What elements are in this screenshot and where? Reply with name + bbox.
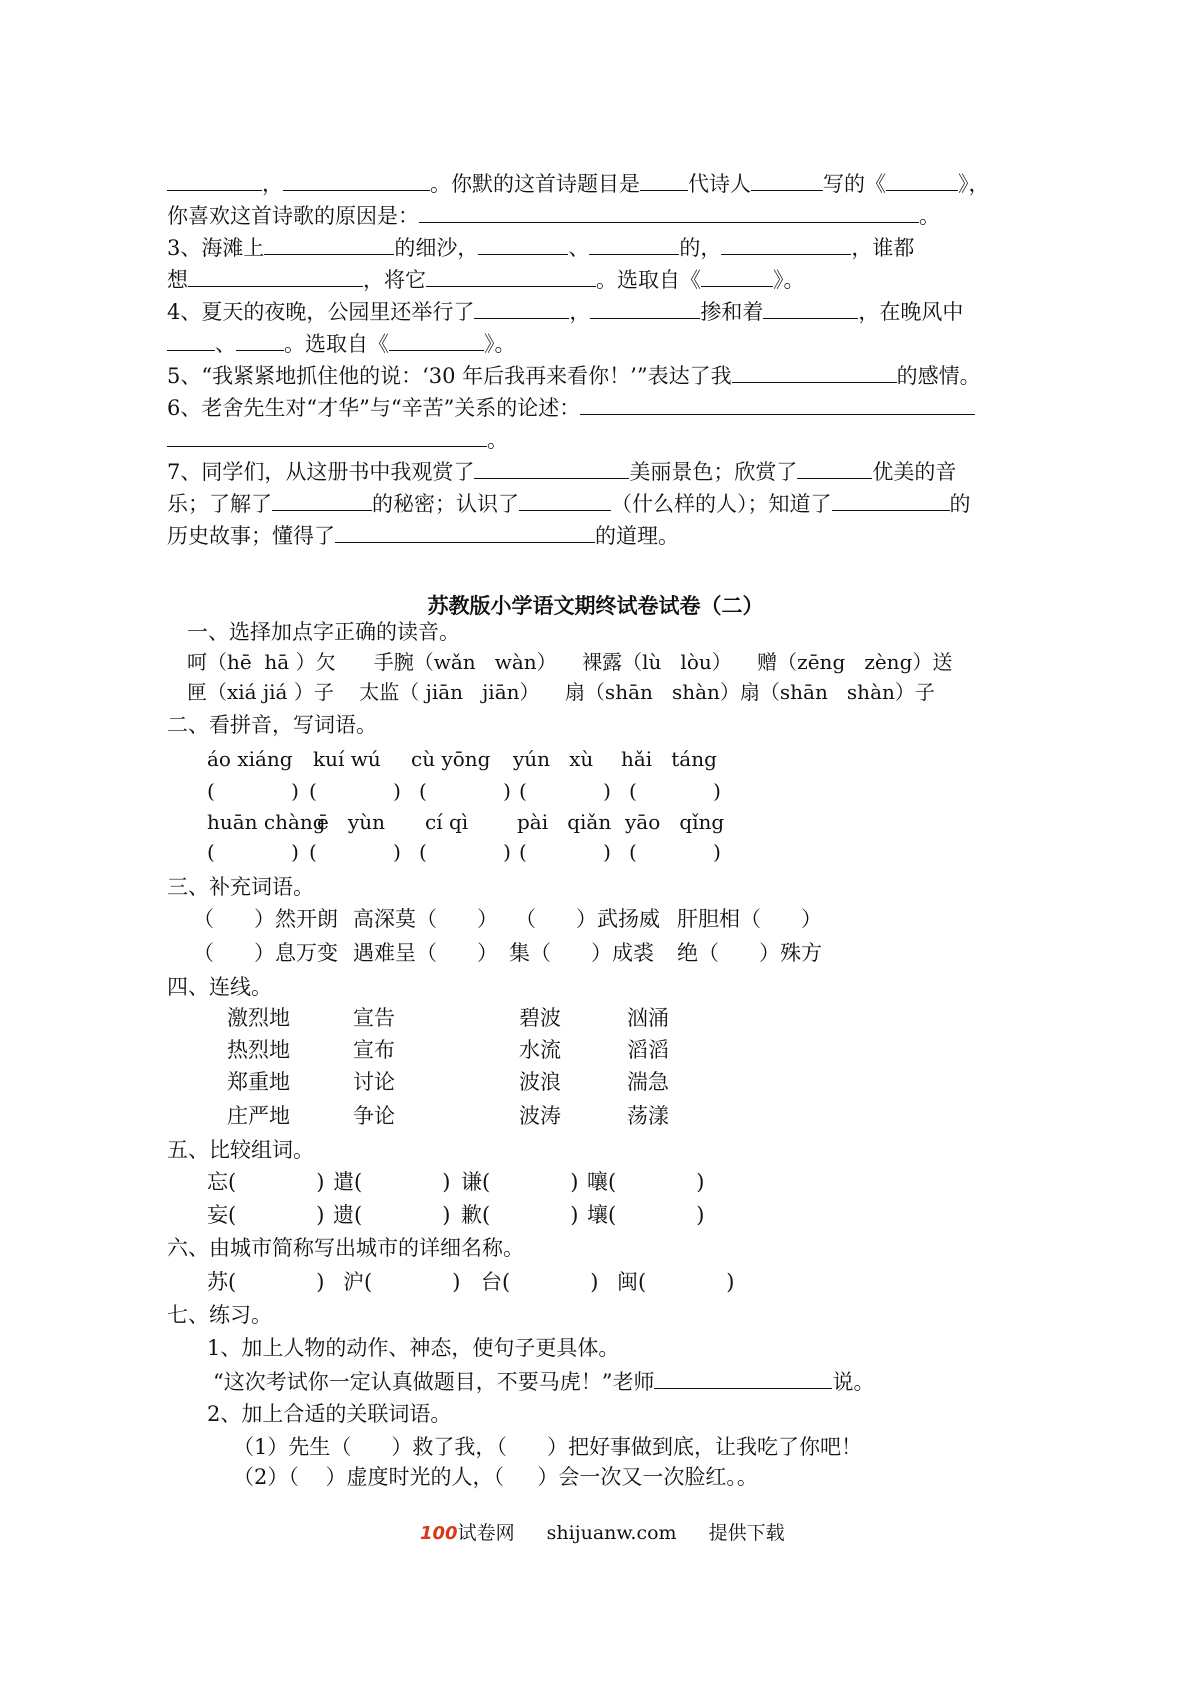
idiom-item: （ ）武扬威: [515, 907, 661, 931]
answer-paren: ( ): [207, 840, 299, 864]
line-2: [167, 201, 940, 231]
pinyin: yún xù: [513, 747, 594, 771]
blank: [419, 202, 919, 223]
match-item: 汹涌: [627, 1006, 669, 1030]
text: 》。: [484, 332, 516, 356]
exam-title: 苏教版小学语文期终试卷试卷（二）: [427, 594, 764, 618]
text: 优美的音: [872, 460, 957, 484]
exercise-2-item-1: （1）先生（ ）救了我，（ ）把好事做到底，让我吃了你吧！: [233, 1435, 862, 1459]
blank: [832, 490, 950, 511]
blank: [519, 490, 611, 511]
answer-paren: ( ): [207, 779, 299, 803]
idiom-item: 绝（ ）殊方: [677, 941, 823, 965]
section-7-heading: 七、练习。: [167, 1303, 272, 1327]
text: 。你默的这首诗题目是: [430, 172, 640, 196]
text: 代诗人: [688, 172, 751, 196]
answer-paren: ( ): [519, 779, 611, 803]
blank: [283, 170, 430, 191]
compare-item: 忘( ): [207, 1170, 325, 1194]
section-1-row-2: 匣（xiá jiá ）子 太监（ jiān jiān） 扇（shān shàn）扇（shān shàn）子: [187, 680, 935, 704]
text: ，将它: [363, 268, 426, 292]
compare-item: 歉( ): [461, 1203, 579, 1227]
idiom-item: 肝胆相（ ）: [677, 907, 823, 931]
text: 的细沙，: [394, 236, 479, 260]
match-item: 荡漾: [627, 1104, 669, 1128]
blank: [763, 298, 858, 319]
match-item: 波涛: [519, 1104, 561, 1128]
text: 7、同学们，从这册书中我观赏了: [167, 460, 475, 484]
section-6-heading: 六、由城市简称写出城市的详细名称。: [167, 1236, 524, 1260]
idiom-item: （ ）息万变: [193, 941, 339, 965]
line-5: [167, 297, 963, 327]
text: （什么样的人）；知道了: [611, 492, 832, 516]
text: 的: [949, 492, 971, 516]
city-item: 闽( ): [617, 1270, 735, 1294]
text: 。选取自《: [284, 332, 389, 356]
blank: [272, 490, 372, 511]
idiom-item: （ ）然开朗: [193, 907, 339, 931]
line-3: [167, 233, 914, 263]
text: ，在晚风中: [858, 300, 964, 324]
line-1: [167, 169, 990, 199]
text: ，: [262, 172, 283, 196]
line-8: [167, 393, 975, 423]
section-1-row-1: 呵（hē hā ）欠 手腕（wǎn wàn） 裸露（lù lòu） 赠（zēng zèng）送: [187, 650, 953, 674]
compare-item: 壤( ): [587, 1203, 705, 1227]
line-9: [167, 425, 508, 455]
text: 3、海滩上: [167, 236, 265, 260]
blank: [701, 266, 773, 287]
site-name: 试卷网: [457, 1522, 515, 1544]
blank: [797, 458, 872, 479]
match-item: 水流: [519, 1038, 561, 1062]
match-item: 激烈地: [227, 1006, 290, 1030]
text: 的感情。: [896, 364, 981, 388]
exercise-1-sentence: [213, 1367, 874, 1397]
exercise-2: 2、加上合适的关联词语。: [207, 1402, 452, 1426]
compare-item: 遣( ): [333, 1170, 451, 1194]
pinyin: pài qiǎn: [517, 810, 612, 834]
text: “这次考试你一定认真做题目，不要马虎！”老师: [213, 1370, 655, 1394]
idiom-item: 高深莫（ ）: [353, 907, 499, 931]
section-1-heading: 一、选择加点字正确的读音。: [187, 620, 460, 644]
match-item: 波浪: [519, 1070, 561, 1094]
text: 、: [215, 332, 236, 356]
city-item: 沪( ): [343, 1270, 461, 1294]
blank: [335, 522, 595, 543]
exercise-2-item-2: （2）（ ）虚度时光的人，（ ）会一次又一次脸红。。: [233, 1465, 758, 1489]
text: 你喜欢这首诗歌的原因是：: [167, 204, 419, 228]
section-5-heading: 五、比较组词。: [167, 1138, 314, 1162]
blank: [167, 426, 487, 447]
text: 、: [568, 236, 590, 260]
text: 》。: [773, 268, 805, 292]
blank: [721, 234, 851, 255]
answer-paren: ( ): [309, 779, 401, 803]
pinyin: ē yùn: [317, 810, 385, 834]
blank: [426, 266, 596, 287]
text: 6、老舍先生对“才华”与“辛苦”关系的论述：: [167, 396, 581, 420]
pinyin: huān chàng: [207, 810, 326, 834]
text: 4、夏天的夜晚，公园里还举行了: [167, 300, 475, 324]
text: 写的《: [823, 172, 886, 196]
text: 历史故事；懂得了: [167, 524, 335, 548]
match-item: 争论: [353, 1104, 395, 1128]
text: 说。: [832, 1370, 875, 1394]
blank: [188, 266, 363, 287]
idiom-item: 遇难呈（ ）: [353, 941, 499, 965]
blank: [640, 170, 688, 191]
match-item: 宣布: [353, 1038, 395, 1062]
blank: [264, 234, 394, 255]
section-2-heading: 二、看拼音，写词语。: [167, 713, 377, 737]
blank: [732, 362, 897, 383]
city-item: 苏( ): [207, 1270, 325, 1294]
blank: [389, 330, 484, 351]
site-domain-link[interactable]: shijuanw.com: [546, 1522, 677, 1544]
section-3-heading: 三、补充词语。: [167, 875, 314, 899]
line-10: [167, 457, 956, 487]
answer-paren: ( ): [419, 840, 511, 864]
text: 的道理。: [595, 524, 679, 548]
text: 乐；了解了: [167, 492, 272, 516]
line-4: [167, 265, 805, 295]
blank: [474, 458, 629, 479]
compare-item: 嚷( ): [587, 1170, 705, 1194]
footer-note: 提供下载: [708, 1522, 785, 1544]
pinyin: hǎi táng: [621, 747, 717, 771]
blank: [236, 330, 284, 351]
exercise-1: 1、加上人物的动作、神态，使句子更具体。: [207, 1336, 620, 1360]
match-item: 郑重地: [227, 1070, 290, 1094]
blank: [589, 234, 679, 255]
pinyin: cí qì: [425, 810, 469, 834]
pinyin: áo xiáng: [207, 747, 293, 771]
answer-paren: ( ): [629, 840, 721, 864]
match-item: 滔滔: [627, 1038, 669, 1062]
text: 。: [919, 204, 940, 228]
line-6: [167, 329, 516, 359]
text: 掺和着: [700, 300, 764, 324]
answer-paren: ( ): [309, 840, 401, 864]
footer: [420, 1518, 785, 1545]
line-12: [167, 521, 679, 551]
line-11: [167, 489, 971, 519]
text: 美丽景色；欣赏了: [629, 460, 798, 484]
blank: [580, 394, 975, 415]
blank: [654, 1368, 832, 1389]
text: 。选取自《: [596, 268, 701, 292]
answer-paren: ( ): [519, 840, 611, 864]
answer-paren: ( ): [629, 779, 721, 803]
text: 的，: [679, 236, 722, 260]
section-4-heading: 四、连线。: [167, 975, 272, 999]
match-item: 碧波: [519, 1006, 561, 1030]
answer-paren: ( ): [419, 779, 511, 803]
idiom-item: 集（ ）成裘: [509, 941, 655, 965]
blank: [167, 170, 262, 191]
text: ，谁都: [851, 236, 915, 260]
pinyin: yāo qǐng: [625, 810, 725, 834]
blank: [886, 170, 958, 191]
text: 5、“我紧紧地抓住他的说：‘30 年后我再来看你！’”表达了我: [167, 364, 732, 388]
text: 的秘密；认识了: [372, 492, 519, 516]
pinyin: cù yōng: [411, 747, 491, 771]
text: 》，: [958, 172, 990, 196]
match-item: 讨论: [353, 1070, 395, 1094]
pinyin: kuí wú: [313, 747, 381, 771]
text: ，: [569, 300, 591, 324]
text: 。: [487, 428, 508, 452]
compare-item: 谦( ): [461, 1170, 579, 1194]
blank: [474, 298, 569, 319]
compare-item: 遗( ): [333, 1203, 451, 1227]
text: 想: [167, 268, 188, 292]
blank: [751, 170, 823, 191]
blank: [478, 234, 568, 255]
city-item: 台( ): [481, 1270, 599, 1294]
match-item: 湍急: [627, 1070, 669, 1094]
line-7: [167, 361, 981, 391]
match-item: 庄严地: [227, 1104, 290, 1128]
site-logo-icon: 100: [420, 1523, 458, 1544]
match-item: 热烈地: [227, 1038, 290, 1062]
blank: [167, 330, 215, 351]
compare-item: 妄( ): [207, 1203, 325, 1227]
match-item: 宣告: [353, 1006, 395, 1030]
blank: [590, 298, 700, 319]
